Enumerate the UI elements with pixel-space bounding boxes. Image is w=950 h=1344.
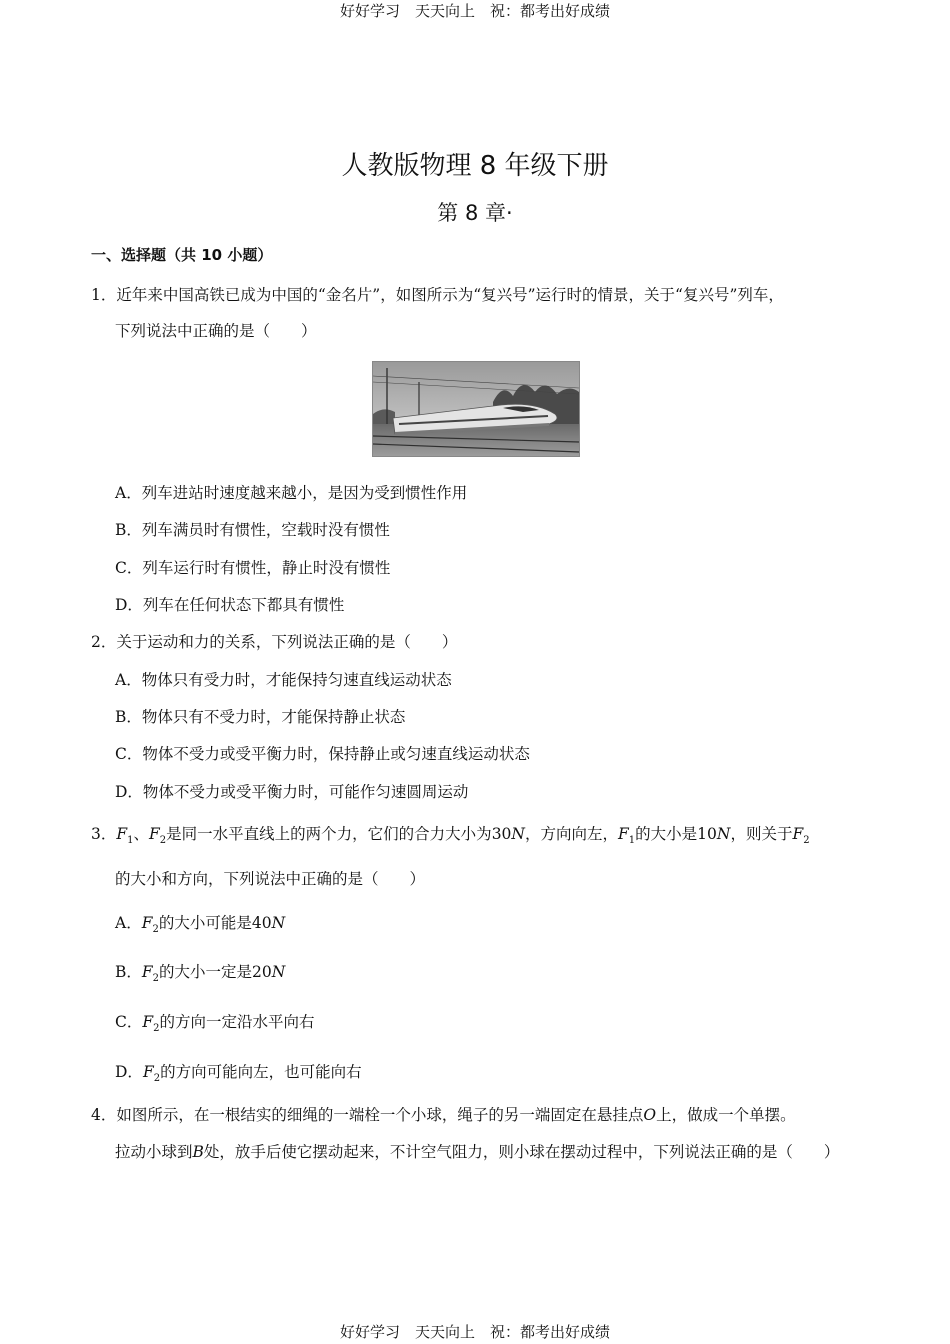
q1-option-b: B．列车满员时有惯性，空载时没有惯性 — [115, 521, 390, 539]
q3-stem-line1: 3．$F_1$、$F_2$是同一水平直线上的两个力，它们的合力大小为30N，方向向左，$F_1$的大小是10N，则关于$F_2$ — [91, 825, 810, 847]
q2-option-c: C．物体不受力或受平衡力时，保持静止或匀速直线运动状态 — [115, 745, 530, 763]
q1-stem-line1: 1．近年来中国高铁已成为中国的“金名片”，如图所示为“复兴号”运行时的情景，关于“复兴号”列车， — [91, 286, 784, 304]
q3-stem-line2: 的大小和方向，下列说法中正确的是（ ） — [115, 870, 426, 888]
q2-stem: 2．关于运动和力的关系，下列说法正确的是（ ） — [91, 633, 458, 651]
q3-option-a: A．$F_2$的大小可能是40N — [115, 914, 286, 936]
q1-stem-line2: 下列说法中正确的是（ ） — [115, 322, 317, 340]
q3-option-c: C．$F_2$的方向一定沿水平向右 — [115, 1013, 315, 1035]
q1-option-a: A．列车进站时速度越来越小，是因为受到惯性作用 — [115, 484, 468, 502]
document-title: 人教版物理 8 年级下册 — [341, 151, 609, 181]
page-footer: 好好学习 天天向上 祝：都考出好成绩 — [339, 1323, 610, 1341]
q4-stem-line1: 4．如图所示，在一根结实的细绳的一端栓一个小球，绳子的另一端固定在悬挂点O上，做成一个单摆。 — [91, 1106, 796, 1124]
q2-option-a: A．物体只有受力时，才能保持匀速直线运动状态 — [115, 671, 452, 689]
q1-option-c: C．列车运行时有惯性，静止时没有惯性 — [115, 559, 391, 577]
high-speed-train-image — [372, 361, 580, 457]
q2-option-b: B．物体只有不受力时，才能保持静止状态 — [115, 708, 406, 726]
section-heading: 一、选择题（共 10 小题） — [91, 246, 273, 264]
page-header: 好好学习 天天向上 祝：都考出好成绩 — [339, 2, 610, 20]
q1-option-d: D．列车在任何状态下都具有惯性 — [115, 596, 345, 614]
q3-option-d: D．$F_2$的方向可能向左，也可能向右 — [115, 1063, 362, 1085]
q3-option-b: B．$F_2$的大小一定是20N — [115, 963, 286, 985]
q2-option-d: D．物体不受力或受平衡力时，可能作匀速圆周运动 — [115, 783, 469, 801]
chapter-subtitle: 第 8 章· — [437, 201, 513, 225]
q4-stem-line2: 拉动小球到B处，放手后使它摆动起来，不计空气阻力，则小球在摆动过程中，下列说法正确的是（ ） — [115, 1143, 840, 1161]
